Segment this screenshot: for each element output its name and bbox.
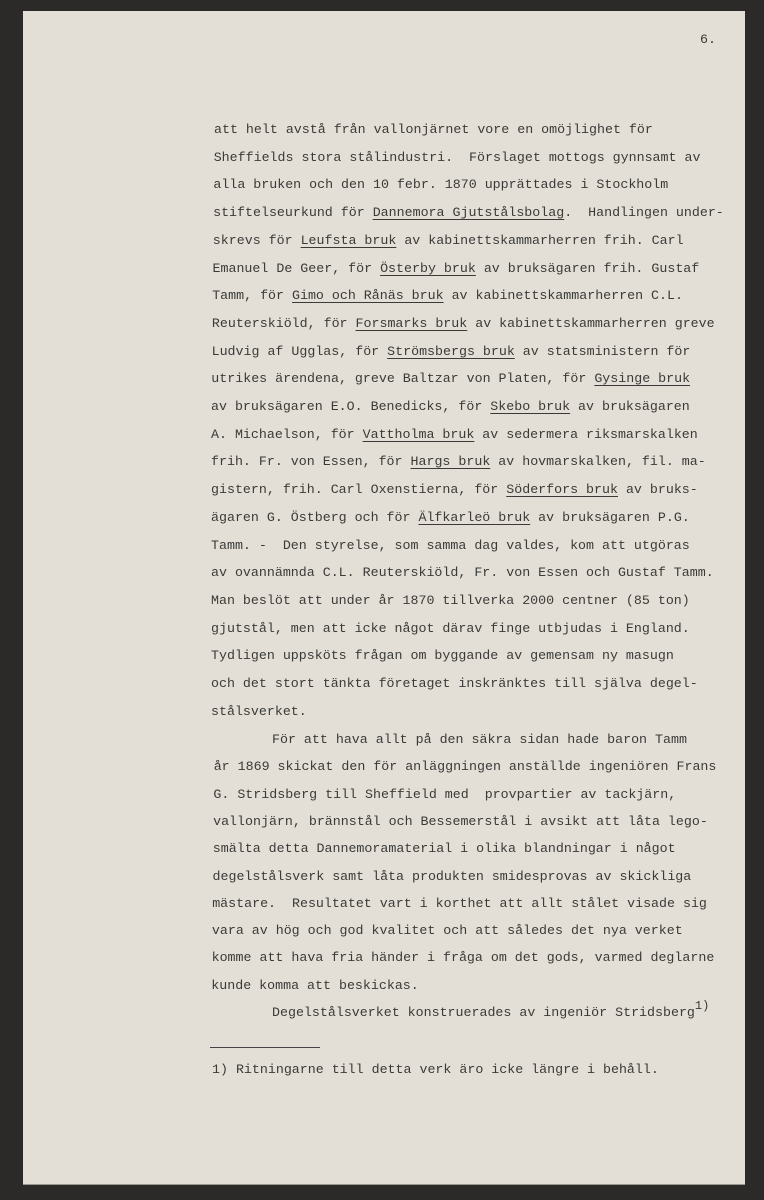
text-line bbox=[212, 950, 715, 966]
underlined-name: Älfkarleö bruk bbox=[418, 509, 531, 525]
text-segment: ägaren G. Östberg och för bbox=[211, 509, 419, 525]
text-segment: av bruksägaren E.O. Benedicks, för bbox=[211, 399, 491, 414]
text-line bbox=[213, 869, 692, 885]
text-segment: av statsministern för bbox=[514, 343, 691, 359]
text-segment: komme att hava fria händer i fråga om det gods, varmed deglarne bbox=[211, 950, 715, 966]
text-line bbox=[214, 759, 717, 775]
text-line bbox=[211, 399, 690, 415]
text-line bbox=[212, 896, 707, 912]
text-line bbox=[211, 454, 706, 470]
text-segment: vara av hög och god kvalitet och att således det nya verket bbox=[211, 923, 683, 939]
text-line bbox=[212, 288, 683, 304]
text-segment: och det stort tänkta företaget inskränktes till själva degel- bbox=[211, 676, 698, 691]
text-segment: Emanuel De Geer, för bbox=[212, 260, 381, 276]
text-line bbox=[211, 978, 418, 994]
text-line bbox=[213, 177, 668, 193]
text-line bbox=[211, 371, 690, 387]
underlined-name: Strömsbergs bruk bbox=[387, 343, 515, 359]
text-segment: av kabinettskammarherren frih. Carl bbox=[396, 232, 684, 248]
text-line bbox=[211, 676, 698, 692]
text-segment: mästare. Resultatet vart i korthet att allt stålet visade sig bbox=[212, 895, 707, 911]
text-segment: gjutstål, men att icke något därav finge utbjudas i England. bbox=[211, 620, 690, 636]
text-line bbox=[212, 344, 691, 360]
text-segment: stålsverket. bbox=[211, 703, 307, 719]
text-segment: utrikes ärendena, greve Baltzar von Platen, för bbox=[211, 371, 595, 387]
text-segment: degelstålsverk samt låta produkten smidesprovas av skickliga bbox=[212, 868, 692, 884]
text-segment: Tydligen uppsköts frågan om byggande av gemensam ny masugn bbox=[211, 648, 674, 664]
text-segment: alla bruken och den 10 febr. 1870 upprättades i Stockholm bbox=[213, 177, 669, 193]
text-line bbox=[213, 261, 700, 277]
text-line bbox=[213, 205, 724, 221]
text-segment: år 1869 skickat den för anläggningen anställde ingeniören Frans bbox=[213, 759, 717, 775]
text-line bbox=[211, 482, 698, 498]
text-segment: vallonjärn, brännstål och Bessemerstål i avsikt att låta lego- bbox=[213, 813, 708, 829]
text-line bbox=[272, 999, 710, 1021]
footnote-ref: 1) bbox=[694, 999, 710, 1013]
text-segment: att helt avstå från vallonjärnet vore en omöjlighet för bbox=[214, 122, 653, 137]
text-line bbox=[211, 704, 307, 720]
page-number: 6. bbox=[700, 32, 716, 47]
underlined-name: Österby bruk bbox=[380, 260, 476, 276]
underlined-name: Hargs bruk bbox=[410, 454, 491, 470]
text-segment: gistern, frih. Carl Oxenstierna, för bbox=[211, 482, 507, 498]
text-segment: av hovmarskalken, fil. ma- bbox=[490, 454, 706, 470]
text-segment: Man beslöt att under år 1870 tillverka 2000 centner (85 ton) bbox=[211, 592, 690, 608]
text-line bbox=[211, 427, 698, 443]
footnote-separator bbox=[210, 1047, 320, 1048]
text-line bbox=[211, 538, 690, 554]
text-line bbox=[212, 923, 683, 939]
text-line bbox=[213, 841, 676, 857]
text-segment: G. Stridsberg till Sheffield med provpartier av tackjärn, bbox=[213, 786, 677, 802]
text-segment: A. Michaelson, för bbox=[211, 426, 363, 442]
text-segment: stiftelseurkund för bbox=[213, 205, 373, 221]
text-segment: Reuterskiöld, för bbox=[211, 315, 356, 331]
underlined-name: Söderfors bruk bbox=[506, 482, 618, 498]
text-line bbox=[211, 593, 690, 609]
text-segment: skrevs för bbox=[212, 232, 301, 248]
text-line bbox=[211, 648, 674, 664]
text-segment: av ovannämnda C.L. Reuterskiöld, Fr. von Essen och Gustaf Tamm. bbox=[211, 565, 714, 581]
text-line bbox=[213, 814, 708, 830]
text-line bbox=[211, 565, 714, 581]
text-segment: . Handlingen under- bbox=[564, 205, 724, 221]
text-segment: För att hava allt på den säkra sidan hade baron Tamm bbox=[272, 732, 687, 747]
underlined-name: Forsmarks bruk bbox=[355, 315, 468, 331]
underlined-name: Leufsta bruk bbox=[300, 232, 397, 248]
underlined-name: Gysinge bruk bbox=[594, 371, 691, 387]
text-segment: frih. Fr. von Essen, för bbox=[211, 454, 411, 470]
text-segment: av bruksägaren P.G. bbox=[530, 509, 690, 525]
text-line bbox=[213, 787, 676, 803]
text-segment: Tamm. - Den styrelse, som samma dag valdes, kom att utgöras bbox=[211, 537, 690, 553]
text-segment: av kabinettskammarherren greve bbox=[467, 315, 715, 331]
text-segment: av kabinettskammarherren C.L. bbox=[443, 288, 683, 304]
underlined-name: Vattholma bruk bbox=[362, 426, 475, 442]
text-segment: smälta detta Dannemoramaterial i olika blandningar i något bbox=[212, 841, 676, 857]
text-segment: av sedermera riksmarskalken bbox=[474, 426, 698, 442]
text-segment: av bruks- bbox=[617, 482, 698, 498]
text-line bbox=[214, 122, 653, 138]
underlined-name: Skebo bruk bbox=[490, 399, 571, 414]
text-line bbox=[214, 150, 701, 166]
underlined-name: Gimo och Rånäs bruk bbox=[291, 288, 444, 304]
text-line bbox=[213, 233, 684, 249]
text-line bbox=[272, 732, 687, 748]
text-line bbox=[211, 621, 690, 637]
text-segment: kunde komma att beskickas. bbox=[211, 977, 419, 993]
text-segment: av bruksägaren bbox=[570, 399, 690, 414]
text-segment: av bruksägaren frih. Gustaf bbox=[475, 260, 700, 276]
text-segment: Ludvig af Ugglas, för bbox=[211, 343, 388, 359]
underlined-name: Dannemora Gjutstålsbolag bbox=[372, 205, 565, 221]
text-segment: Sheffields stora stålindustri. Förslaget mottogs gynnsamt av bbox=[213, 149, 701, 165]
text-segment: Degelstålsverket konstruerades av ingeniör Stridsberg bbox=[272, 1005, 695, 1020]
text-line bbox=[212, 316, 715, 332]
footnote: 1) Ritningarne till detta verk äro icke längre i behåll. bbox=[212, 1062, 659, 1077]
text-segment: Tamm, för bbox=[212, 288, 292, 304]
text-line bbox=[211, 510, 690, 526]
